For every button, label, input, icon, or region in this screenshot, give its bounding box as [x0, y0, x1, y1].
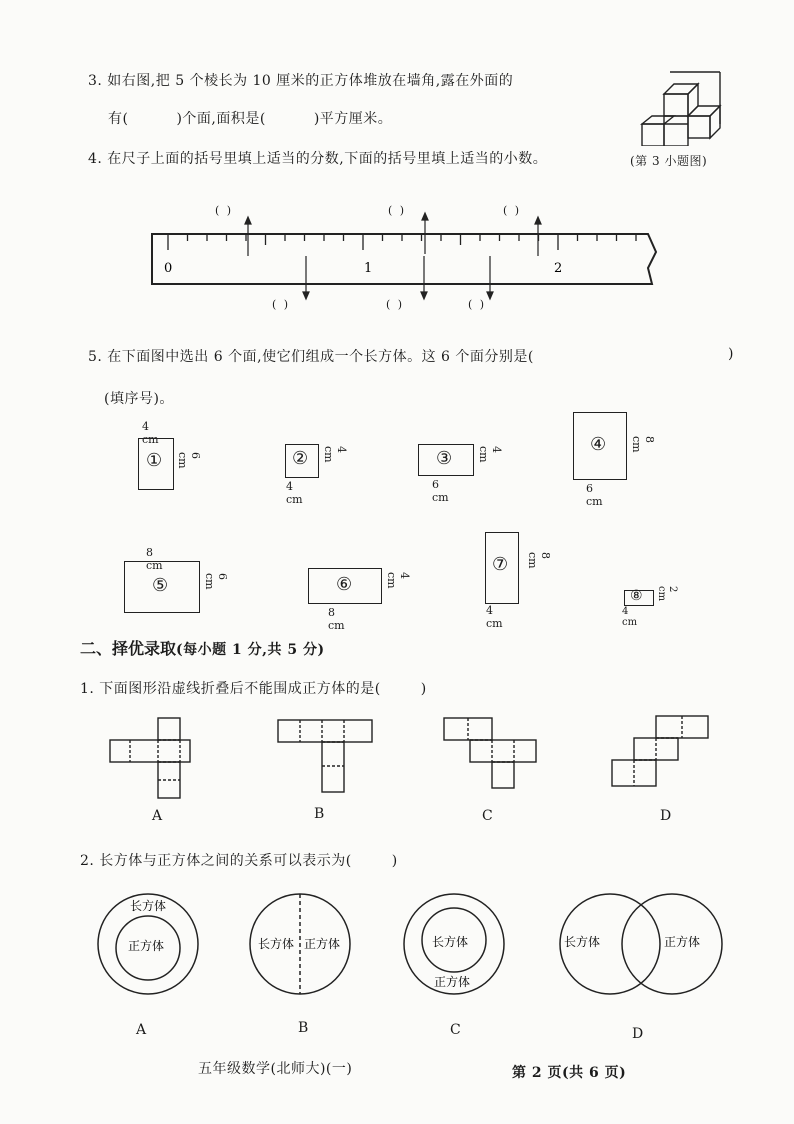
mc2-end: ) [391, 853, 398, 869]
mc1-nets-figure [100, 712, 740, 832]
mc2-venn-figure [90, 886, 730, 1006]
q5-line2: (填序号)。 [104, 391, 174, 407]
mc2-option-d[interactable]: D [632, 1026, 644, 1042]
q3-line1: 3. 如右图,把 5 个棱长为 10 厘米的正方体堆放在墙角,露在外面的 [88, 73, 514, 89]
face-5-width: 8 cm [146, 546, 163, 572]
venn-a-outer-label: 长方体 [130, 899, 167, 913]
face-8-width: 4 cm [622, 606, 638, 628]
mc1-question [80, 678, 427, 698]
venn-c-outer-label: 正方体 [434, 975, 471, 989]
ruler-top-blank-2[interactable]: ( ) [388, 204, 407, 217]
mc1-text: 1. 下面图形沿虚线折叠后不能围成正方体的是( [80, 681, 381, 697]
ruler-bottom-blank-2[interactable]: ( ) [386, 298, 405, 311]
q3-text-c: )平方厘米。 [313, 111, 393, 127]
ruler-top-blank-1[interactable]: ( ) [215, 204, 234, 217]
mc1-option-a[interactable]: A [152, 808, 163, 824]
face-3-number: ③ [436, 448, 453, 469]
mc1-option-b[interactable]: B [314, 806, 325, 822]
net-b [278, 720, 372, 792]
mc2-option-a[interactable]: A [136, 1022, 147, 1038]
venn-b-left-label: 长方体 [258, 937, 295, 951]
face-7-number: ⑦ [492, 554, 509, 575]
face-5-number: ⑤ [152, 575, 169, 596]
q4-text: 4. 在尺子上面的括号里填上适当的分数,下面的括号里填上适当的小数。 [88, 151, 548, 167]
ruler-label-0: 0 [164, 261, 173, 276]
face-4-width: 6 cm [586, 482, 603, 508]
section2-heading [80, 636, 325, 659]
venn-c-inner-label: 长方体 [432, 935, 469, 949]
q3-figure-caption: (第 3 小题图) [630, 154, 708, 168]
ruler-bottom-blank-1[interactable]: ( ) [272, 298, 291, 311]
ruler-top-blank-3[interactable]: ( ) [503, 204, 522, 217]
mc1-option-d[interactable]: D [660, 808, 672, 824]
face-4-height: 8 cm [630, 436, 656, 453]
face-2-width: 4 cm [286, 480, 303, 506]
q3-text-b: )个面,面积是( [176, 111, 266, 127]
footer-page-number: 第 2 页(共 6 页) [512, 1065, 627, 1081]
ruler-figure [140, 210, 665, 310]
net-c [444, 718, 536, 788]
face-1-width: 4 cm [142, 420, 159, 446]
ruler-label-1: 1 [364, 261, 373, 276]
face-2-height: 4 cm [322, 446, 348, 463]
q3-cube-stack-figure [636, 66, 726, 146]
face-1-number: ① [146, 450, 163, 471]
face-6-height: 4 cm [385, 572, 411, 589]
face-1-height: 6 cm [176, 452, 202, 469]
ruler-bottom-blank-3[interactable]: ( ) [468, 298, 487, 311]
face-8-number: ⑧ [630, 588, 643, 604]
footer-subject: 五年级数学(北师大)(一) [198, 1061, 353, 1077]
face-2-number: ② [292, 448, 309, 469]
venn-a-inner-label: 正方体 [128, 939, 165, 953]
net-a [110, 718, 190, 798]
section2-title: 二、择优录取 [80, 639, 177, 658]
face-6-width: 8 cm [328, 606, 345, 632]
face-4-number: ④ [590, 434, 607, 455]
mc1-end: ) [420, 681, 427, 697]
mc2-question [80, 850, 398, 870]
mc1-option-c[interactable]: C [482, 808, 494, 824]
face-3-height: 4 cm [477, 446, 503, 463]
q5-line1: 5. 在下面图中选出 6 个面,使它们组成一个长方体。这 6 个面分别是( [88, 349, 534, 365]
face-7-width: 4 cm [486, 604, 503, 630]
mc2-option-b[interactable]: B [298, 1020, 309, 1036]
venn-b-right-label: 正方体 [304, 937, 341, 951]
mc2-option-c[interactable]: C [450, 1022, 462, 1038]
section2-note: (每小题 1 分,共 5 分) [176, 642, 325, 658]
mc2-text: 2. 长方体与正方体之间的关系可以表示为( [80, 853, 352, 869]
q3-line2 [108, 108, 392, 128]
net-d [612, 716, 708, 786]
venn-d-right-label: 正方体 [664, 935, 701, 949]
face-8-height: 2 cm [656, 586, 678, 602]
face-3-width: 6 cm [432, 478, 449, 504]
venn-d-left-label: 长方体 [564, 935, 601, 949]
q5-line1-end: ) [728, 346, 734, 362]
face-6-number: ⑥ [336, 574, 353, 595]
face-5-height: 6 cm [203, 573, 229, 590]
q3-text-a: 有( [108, 111, 129, 127]
face-7-height: 8 cm [526, 552, 552, 569]
ruler-label-2: 2 [554, 261, 563, 276]
